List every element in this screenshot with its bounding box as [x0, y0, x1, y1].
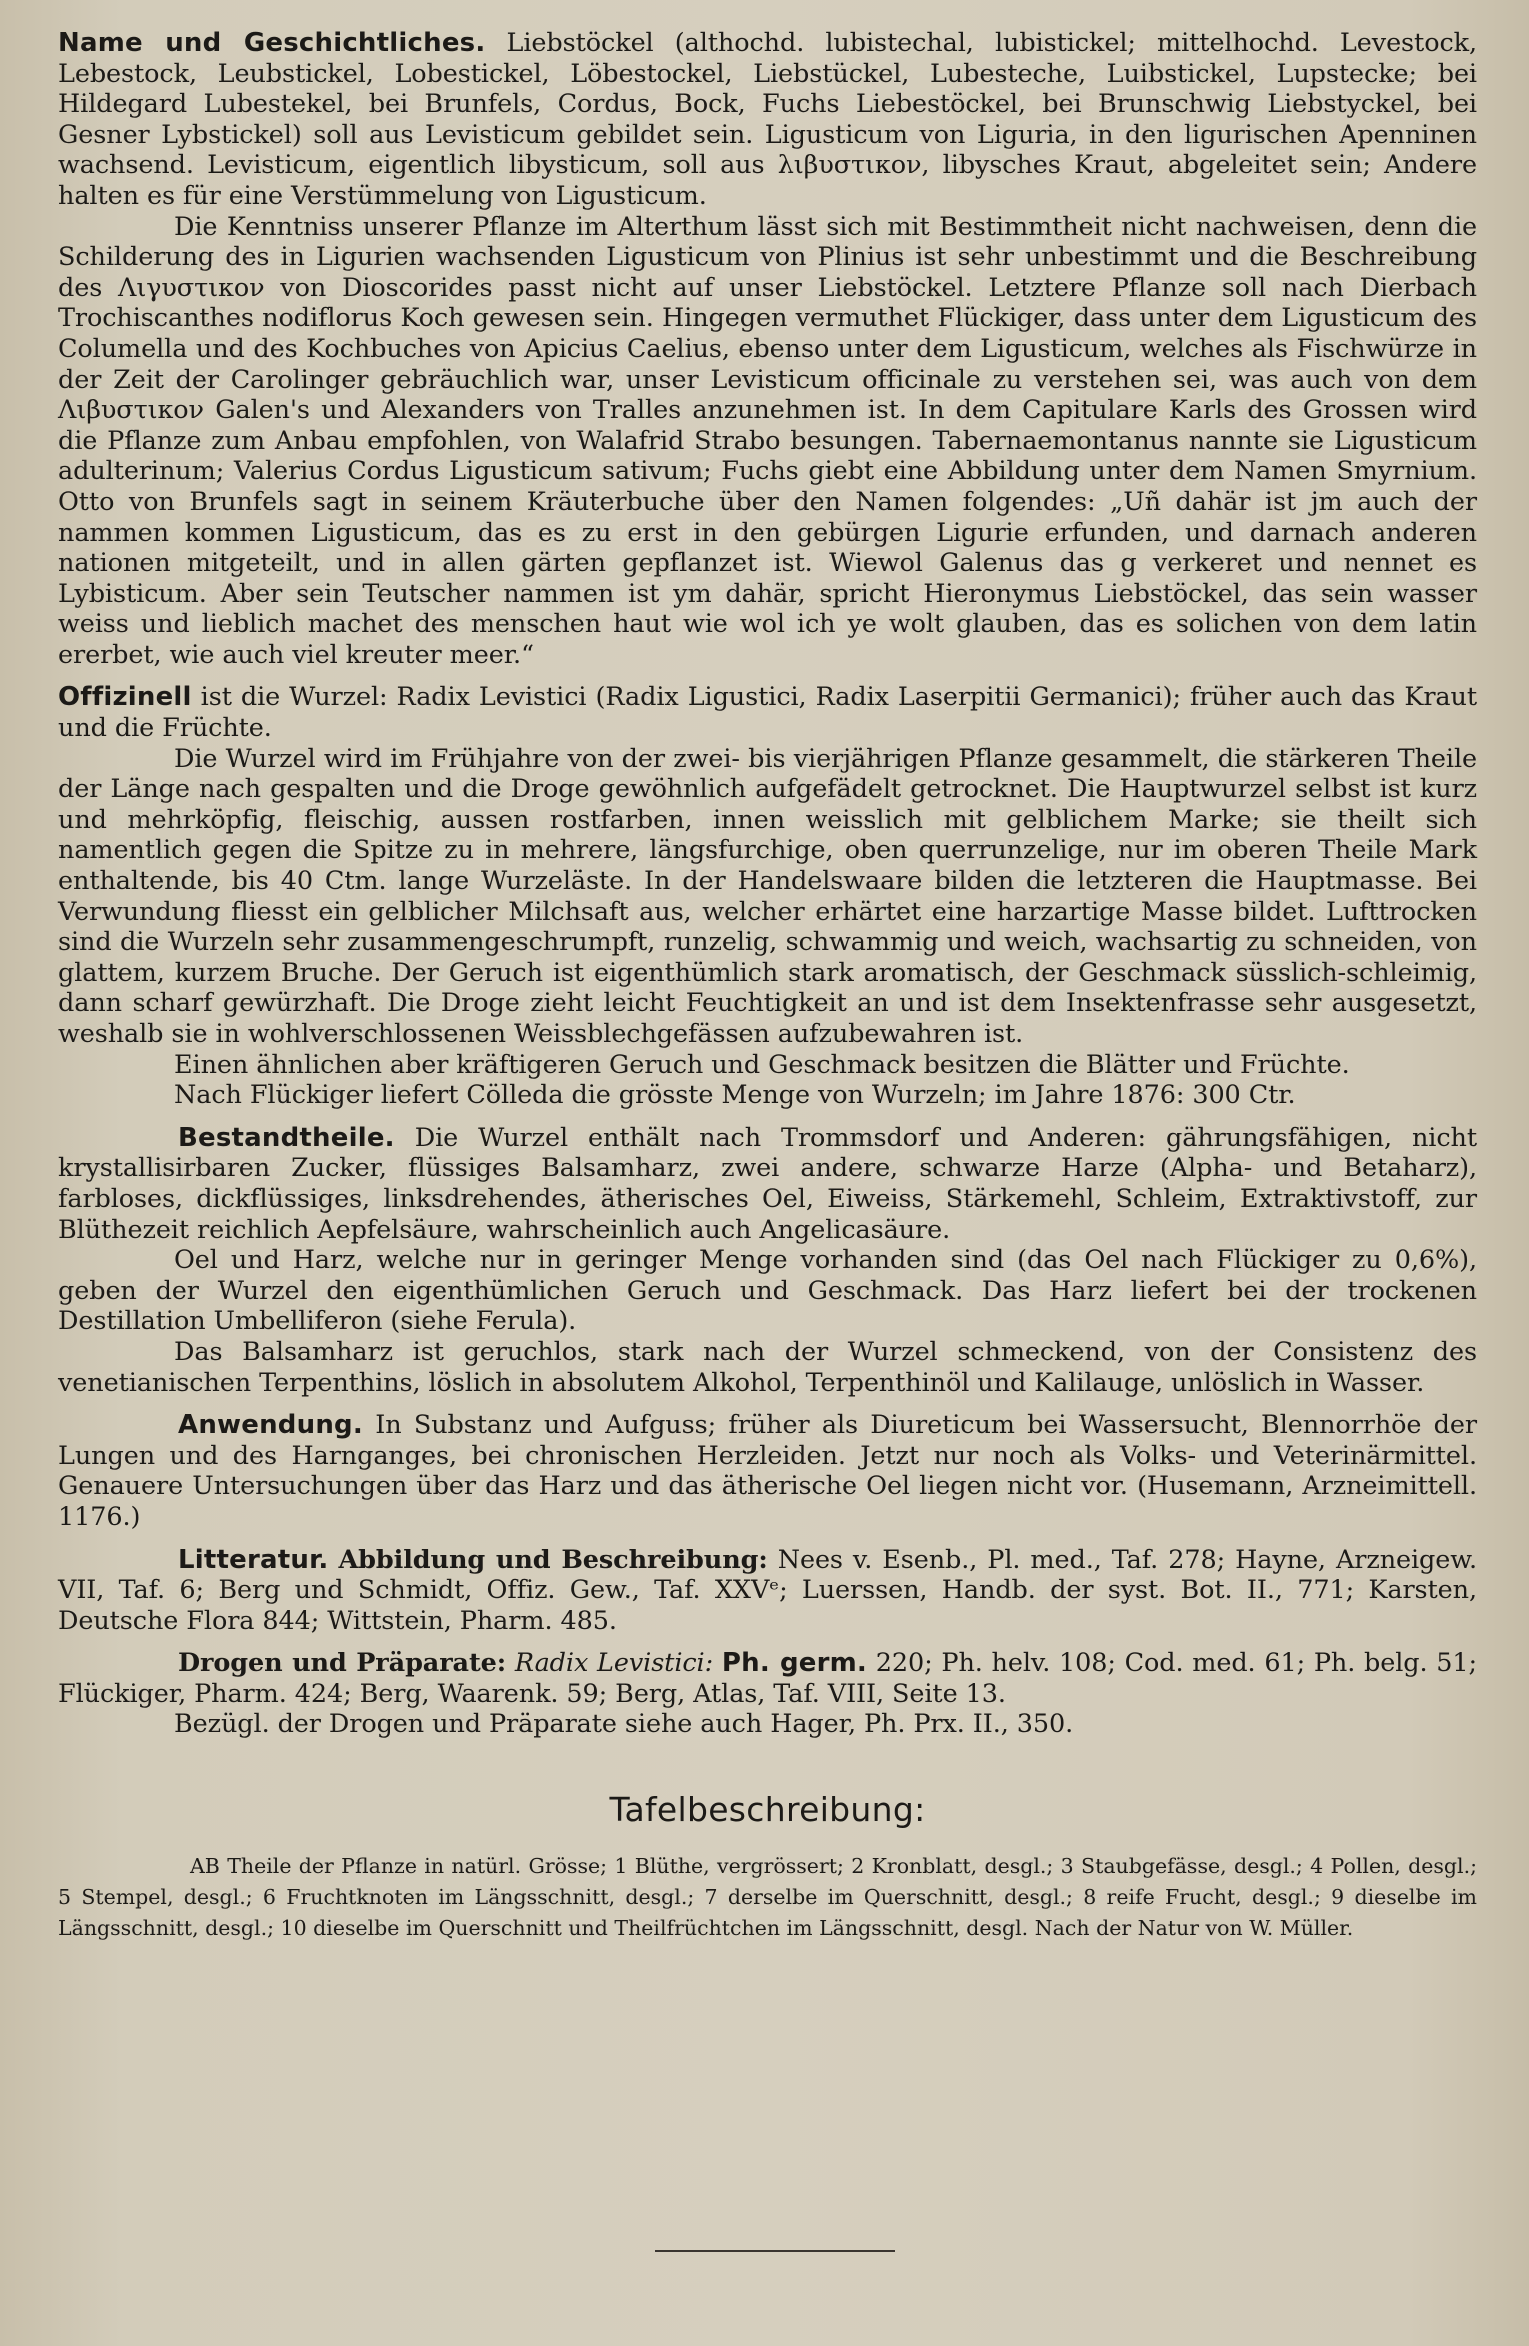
heading-officinal: Offizinell: [58, 682, 192, 713]
subheading-illustrations: Abbildung und Beschreibung:: [338, 1544, 768, 1575]
heading-constituents: Bestandtheile.: [178, 1122, 395, 1153]
text-constituents-1: Die Wurzel enthält nach Trommsdorf und Anderen: gährungsfähigen, nicht krystallisirbaren Zucker, flüssiges Balsamharz, zwei andere, schwarze Harze (Alpha- und Betaharz), farbloses, dickflüssiges, linksdrehendes, ätherisches Oel, Eiweiss, Stärkemehl, Schleim, Extraktivstoff, zur Blüthezeit reichlich Aepfelsäure, wahrscheinlich auch Angelicasäure.: [58, 1122, 1477, 1245]
paragraph-drugs: [58, 1648, 1477, 1709]
text-drugs-2: Bezügl. der Drogen und Präparate siehe auch Hager, Ph. Prx. II., 350.: [174, 1709, 1074, 1740]
body-text: [58, 28, 1477, 1740]
plate-description-title: Tafelbeschreibung:: [609, 1790, 926, 1830]
text-officinal-3: Einen ähnlichen aber kräftigeren Geruch und Geschmack besitzen die Blätter und Früchte.: [174, 1049, 1350, 1080]
text-constituents-2: Oel und Harz, welche nur in geringer Menge vorhanden sind (das Oel nach Flückiger zu 0,6%), geben der Wurzel den eigenthümlichen Geruch und Geschmack. Das Harz liefert bei der trockenen Destillation Umbelliferon (siehe Ferula).: [58, 1245, 1477, 1337]
paragraph-usage: [58, 1410, 1477, 1532]
paragraph-name-history: [58, 28, 1477, 212]
pharmacopoeia-label: Ph. germ.: [721, 1648, 867, 1679]
paragraph-officinal: [58, 682, 1477, 743]
text-drugs-1: 220; Ph. helv. 108; Cod. med. 61; Ph. belg. 51; Flückiger, Pharm. 424; Berg, Waarenk. 59; Berg, Atlas, Taf. VIII, Seite 13.: [58, 1648, 1477, 1709]
text-constituents-3: Das Balsamharz ist geruchlos, stark nach der Wurzel schmeckend, von der Consistenz des venetianischen Terpenthins, löslich in absolutem Alkohol, Terpenthinöl und Kalilauge, unlöslich in Wasser.: [58, 1336, 1477, 1398]
text-name-history-2: Die Kenntniss unserer Pflanze im Alterthum lässt sich mit Bestimmtheit nicht nachweisen, denn die Schilderung des in Ligurien wachsenden Ligusticum von Plinius ist sehr unbestimmt und die Beschreibung des Λιγυστικον von Dioscorides passt nicht auf unser Liebstöckel. Letztere Pflanze soll nach Dierbach Trochiscanthes nodiflorus Koch gewesen sein. Hingegen vermuthet Flückiger, dass unter dem Ligusticum des Columella und des Kochbuches von Apicius Caelius, ebenso unter dem Ligusticum, welches als Fischwürze in der Zeit der Carolinger gebräuchlich war, unser Levisticum officinale zu verstehen sei, was auch von dem Λιβυστικον Galen's und Alexanders von Tralles anzunehmen ist. In dem Capitulare Karls des Grossen wird die Pflanze zum Anbau empfohlen, von Walafrid Strabo besungen. Tabernaemontanus nannte sie Ligusticum adulterinum; Valerius Cordus Ligusticum sativum; Fuchs giebt eine Abbildung unter dem Namen Smyrnium. Otto von Brunfels sagt in seinem Kräuterbuche über den Namen folgendes: „Uñ dahär ist jm auch der nammen kommen Ligusticum, das es zu erst in den gebürgen Ligurie erfunden, und darnach anderen nationen mitgeteilt, und in allen gärten gepflanzet ist. Wiewol Galenus das g verkeret und nennet es Lybisticum. Aber sein Teutscher nammen ist ym dahär, spricht Hieronymus Liebstöckel, das sein wasser weiss und lieblich machet des menschen haut wie wol ich ye wolt glauben, das es solichen von dem latin ererbet, wie auch viel kreuter meer.“: [58, 211, 1477, 670]
paragraph-literature: [58, 1545, 1477, 1637]
heading-drugs: Drogen und Präparate:: [178, 1648, 507, 1679]
heading-literature: Litteratur.: [178, 1544, 329, 1575]
text-officinal-1: ist die Wurzel: Radix Levistici (Radix Ligustici, Radix Laserpitii Germanici); früher auch das Kraut und die Früchte.: [58, 682, 1477, 744]
text-usage: In Substanz und Aufguss; früher als Diureticum bei Wassersucht, Blennorrhöe der Lungen und des Harnganges, bei chronischen Herzleiden. Jetzt nur noch als Volks- und Veterinärmittel. Genauere Untersuchungen über das Harz und das ätherische Oel liegen nicht vor. (Husemann, Arzneimittell. 1176.): [58, 1410, 1477, 1532]
text-officinal-4: Nach Flückiger liefert Cölleda die grösste Menge von Wurzeln; im Jahre 1876: 300 Ctr.: [174, 1080, 1296, 1111]
heading-usage: Anwendung.: [178, 1410, 363, 1441]
drug-name: Radix Levistici:: [514, 1648, 714, 1679]
text-name-history-1: Liebstöckel (althochd. lubistechal, lubistickel; mittelhochd. Levestock, Lebestock, Leubstickel, Lobestickel, Löbestockel, Liebstückel, Lubesteche, Luibstickel, Lupstecke; bei Hildegard Lubestekel, bei Brunfels, Cordus, Bock, Fuchs Liebestöckel, bei Brunschwig Liebstyckel, bei Gesner Lybstickel) soll aus Levisticum gebildet sein. Ligusticum von Liguria, in den ligurischen Apenninen wachsend. Levisticum, eigentlich libysticum, soll aus λιβυστικον, libysches Kraut, abgeleitet sein; Andere halten es für eine Verstümmelung von Ligusticum.: [58, 28, 1477, 211]
text-literature: Nees v. Esenb., Pl. med., Taf. 278; Hayne, Arzneigew. VII, Taf. 6; Berg und Schmidt, Offiz. Gew., Taf. XXVᵉ; Luerssen, Handb. der syst. Bot. II., 771; Karsten, Deutsche Flora 844; Wittstein, Pharm. 485.: [58, 1544, 1477, 1636]
heading-name-history: Name und Geschichtliches.: [58, 28, 486, 58]
footer-rule: [655, 2250, 895, 2252]
text-officinal-2: Die Wurzel wird im Frühjahre von der zwei- bis vierjährigen Pflanze gesammelt, die stärkeren Theile der Länge nach gespalten und die Droge gewöhnlich aufgefädelt getrocknet. Die Hauptwurzel selbst ist kurz und mehrköpfig, fleischig, aussen rostfarben, innen weisslich mit gelblichem Marke; sie theilt sich namentlich gegen die Spitze zu in mehrere, längsfurchige, oben querrunzelige, nur im oberen Theile Mark enthaltende, bis 40 Ctm. lange Wurzeläste. In der Handelswaare bilden die letzteren die Hauptmasse. Bei Verwundung fliesst ein gelblicher Milchsaft aus, welcher erhärtet eine harzartige Masse bildet. Lufttrocken sind die Wurzeln sehr zusammengeschrumpft, runzelig, schwammig und weich, wachsartig zu schneiden, von glattem, kurzem Bruche. Der Geruch ist eigenthümlich stark aromatisch, der Geschmack süsslich-schleimig, dann scharf gewürzhaft. Die Droge zieht leicht Feuchtigkeit an und ist dem Insektenfrasse sehr ausgesetzt, weshalb sie in wohlverschlossenen Weissblechgefässen aufzubewahren ist.: [58, 743, 1477, 1049]
plate-description-text: AB Theile der Pflanze in natürl. Grösse; 1 Blüthe, vergrössert; 2 Kronblatt, desgl.; 3 Staubgefässe, desgl.; 4 Pollen, desgl.; 5 Stempel, desgl.; 6 Fruchtknoten im Längsschnitt, desgl.; 7 derselbe im Querschnitt, desgl.; 8 reife Frucht, desgl.; 9 dieselbe im Längsschnitt, desgl.; 10 dieselbe im Querschnitt und Theilfrüchtchen im Längsschnitt, desgl. Nach der Natur von W. Müller.: [58, 1854, 1477, 1941]
paragraph-constituents: [58, 1123, 1477, 1245]
